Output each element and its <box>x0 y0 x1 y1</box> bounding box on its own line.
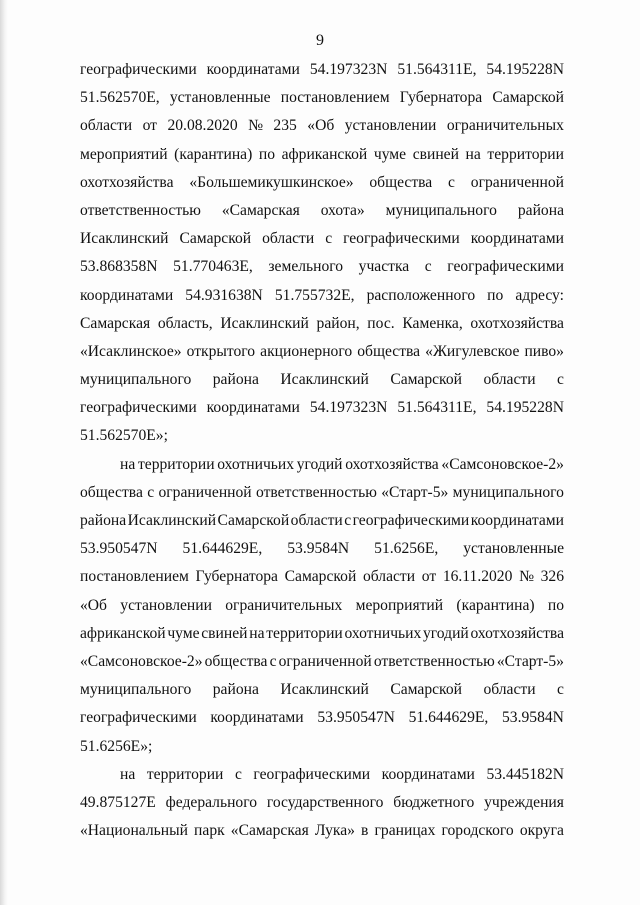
word: африканской <box>281 145 368 163</box>
word: Исаклинский <box>280 371 369 389</box>
word: Самарской <box>284 568 357 586</box>
word: территории <box>487 145 564 163</box>
word: территории <box>266 624 343 642</box>
text-line <box>80 733 564 761</box>
word: мероприятий <box>80 145 168 163</box>
word: ограниченной <box>158 483 252 501</box>
word: (карантина) <box>456 596 535 614</box>
word: с <box>448 173 455 191</box>
text-line <box>80 394 564 422</box>
word: ограничительных <box>446 117 564 135</box>
word: 235 <box>273 117 297 135</box>
word: 51.562570E, <box>80 89 160 107</box>
word: по <box>547 596 564 614</box>
word: Самарская <box>80 314 151 332</box>
text-line <box>80 563 564 591</box>
word: ответственностью <box>80 201 201 219</box>
text-line <box>80 479 564 507</box>
text-line <box>80 451 564 479</box>
word: «Исаклинское» <box>80 342 182 360</box>
text-line <box>80 648 564 676</box>
word: на <box>249 624 265 642</box>
word: Исаклинский <box>127 512 217 529</box>
word: 54.195228N <box>486 399 564 417</box>
word: по <box>487 286 504 304</box>
word: пиво» <box>524 342 564 360</box>
word: «Об <box>307 117 335 135</box>
word: Самарской <box>217 512 290 529</box>
word: муниципального <box>80 681 192 699</box>
word: Лука» <box>314 822 355 840</box>
word: географическими <box>80 61 197 78</box>
word: территории <box>137 455 215 473</box>
text-line <box>80 141 564 169</box>
word: городского <box>441 822 514 840</box>
word: с <box>557 681 564 699</box>
word: 20.08.2020 <box>167 117 238 135</box>
word: координатами <box>470 230 564 248</box>
word: охотхозяйства <box>80 173 174 191</box>
word: 51.6256E, <box>374 540 439 558</box>
word: Губернатора <box>195 568 278 586</box>
word: африканской <box>80 624 166 642</box>
word: на <box>120 455 136 473</box>
word: постановлением <box>80 568 189 586</box>
word: координатами <box>210 709 304 727</box>
word: 54.197323N <box>309 399 388 417</box>
word: чуме <box>373 145 407 163</box>
text-line <box>80 338 564 366</box>
text-line <box>80 535 564 563</box>
text-line <box>80 253 564 281</box>
word: общества <box>80 483 143 501</box>
text-line <box>80 225 564 253</box>
word: района <box>212 371 259 389</box>
word: географическими <box>80 709 197 727</box>
word: свиней <box>201 624 248 642</box>
word: 51.562570E»; <box>80 427 168 445</box>
word: координатами <box>80 286 174 304</box>
word: в <box>361 822 369 840</box>
word: охотничьих <box>217 455 295 473</box>
word: федерального <box>165 793 258 811</box>
word: 54.197323N <box>309 61 388 78</box>
word: акционерного <box>260 342 353 360</box>
text-line <box>80 169 564 197</box>
word: с <box>424 258 432 276</box>
word: постановлением <box>280 89 390 107</box>
word: координатами <box>206 61 300 78</box>
word: открытого <box>186 342 256 360</box>
text-line <box>80 592 564 620</box>
text-line <box>80 56 564 84</box>
text-line <box>80 422 564 450</box>
word: географическими <box>253 765 371 783</box>
word: 51.644629E, <box>182 540 263 558</box>
word: общества <box>369 173 433 191</box>
word: области <box>483 681 536 699</box>
text-line <box>80 310 564 338</box>
word: географическими <box>447 258 564 276</box>
word: 326 <box>540 568 564 586</box>
word: № <box>248 117 263 135</box>
word: с <box>269 652 277 670</box>
word: парк <box>194 822 225 840</box>
word: по <box>258 145 276 163</box>
word: Самарской <box>390 681 462 699</box>
word: географическими <box>80 399 197 417</box>
word: адресу: <box>515 286 564 304</box>
word: 53.950547N <box>317 709 395 727</box>
word: 49.875127E <box>80 793 156 811</box>
word: Исаклинский <box>220 314 309 332</box>
word: 51.755732E, <box>274 286 355 304</box>
word: охотхозяйства <box>345 455 439 473</box>
word: ответственностью <box>373 652 495 670</box>
word: ограничительных <box>225 596 343 614</box>
word: муниципального <box>452 483 564 501</box>
word: 51.770463E, <box>173 258 253 276</box>
word: чуме <box>167 624 200 642</box>
word: угодий <box>296 455 343 473</box>
word: Самарской <box>179 230 252 248</box>
word: географическими <box>343 230 460 248</box>
word: Самарской <box>492 89 564 107</box>
word: координатами <box>470 512 564 529</box>
word: округа <box>519 822 564 840</box>
word: «Большемикушкинское» <box>189 173 354 191</box>
word: охотничьих <box>344 624 422 642</box>
word: с <box>147 483 155 501</box>
body-text <box>80 56 564 845</box>
word: 53.950547N <box>80 540 158 558</box>
word: 54.195228N <box>486 61 564 78</box>
word: координатами <box>381 765 475 783</box>
word: границах <box>374 822 436 840</box>
word: с <box>344 512 352 529</box>
word: 16.11.2020 <box>442 568 513 586</box>
word: пос. <box>367 314 395 332</box>
word: области <box>80 117 133 135</box>
word: района <box>212 681 259 699</box>
word: Исаклинский <box>280 681 369 699</box>
word: с <box>325 230 333 248</box>
word: охота» <box>320 201 365 219</box>
word: муниципального <box>385 201 497 219</box>
word: 53.9584N <box>287 540 350 558</box>
page-number: 9 <box>316 32 324 49</box>
word: 53.445182N <box>486 765 564 783</box>
text-line <box>80 84 564 112</box>
word: государственного <box>266 793 384 811</box>
word: учреждения <box>484 793 564 811</box>
text-line <box>80 676 564 704</box>
word: «Самсоновское-2» <box>441 455 564 473</box>
word: угодий <box>423 624 469 642</box>
word: ограниченной <box>470 173 564 191</box>
word: района <box>517 201 564 219</box>
word: района <box>80 512 127 529</box>
word: 53.9584N <box>502 709 564 727</box>
word: (карантина) <box>174 145 253 163</box>
word: Губернатора <box>399 89 483 107</box>
text-line <box>80 112 564 140</box>
word: «Самарская <box>230 822 309 840</box>
text-line <box>80 789 564 817</box>
word: ограниченной <box>278 652 372 670</box>
text-line <box>80 761 564 789</box>
word: муниципального <box>80 371 192 389</box>
word: охотхозяйства <box>470 314 564 332</box>
text-line <box>80 817 564 845</box>
word: «Об <box>80 596 107 614</box>
word: 54.931638N <box>185 286 263 304</box>
text-line <box>80 282 564 310</box>
word: 51.564311E, <box>397 61 477 78</box>
word: общества <box>204 652 268 670</box>
word: земельного <box>268 258 344 276</box>
word: с <box>234 765 242 783</box>
word: установлении <box>344 117 437 135</box>
word: «Старт-5» <box>381 483 449 501</box>
word: территории <box>146 765 224 783</box>
word: 51.6256E»; <box>80 737 153 755</box>
scan-edge-shadow <box>0 0 8 905</box>
text-line <box>80 704 564 732</box>
word: от <box>142 117 157 135</box>
word: Исаклинский <box>80 230 169 248</box>
word: участка <box>358 258 410 276</box>
word: установленные <box>463 540 564 558</box>
word: установлении <box>120 596 212 614</box>
word: общества <box>357 342 421 360</box>
word: географическими <box>352 512 470 529</box>
text-line <box>80 620 564 648</box>
word: Самарской <box>390 371 462 389</box>
word: 51.644629E, <box>408 709 489 727</box>
word: на <box>465 145 481 163</box>
word: области <box>362 568 416 586</box>
word: установленные <box>169 89 271 107</box>
word: мероприятий <box>355 596 444 614</box>
word: координатами <box>206 399 300 417</box>
word: охотхозяйства <box>470 624 564 642</box>
word: «Старт-5» <box>496 652 564 670</box>
word: область, <box>157 314 213 332</box>
word: Каменка, <box>402 314 463 332</box>
word: бюджетного <box>393 793 475 811</box>
word: ответственностью <box>255 483 377 501</box>
text-line <box>80 197 564 225</box>
word: с <box>557 371 564 389</box>
word: свиней <box>412 145 459 163</box>
word: «Самарская <box>221 201 300 219</box>
word: 53.868358N <box>80 258 158 276</box>
text-line <box>80 507 564 535</box>
word: «Жигулевское <box>425 342 520 360</box>
word: 51.564311E, <box>397 399 477 417</box>
word: на <box>120 765 136 783</box>
word: «Национальный <box>80 822 188 840</box>
word: области <box>262 230 315 248</box>
word: район, <box>316 314 360 332</box>
word: расположенного <box>366 286 476 304</box>
word: области <box>483 371 536 389</box>
word: «Самсоновское-2» <box>80 652 203 670</box>
word: от <box>421 568 437 586</box>
word: № <box>519 568 534 586</box>
text-line <box>80 366 564 394</box>
word: области <box>290 512 343 529</box>
